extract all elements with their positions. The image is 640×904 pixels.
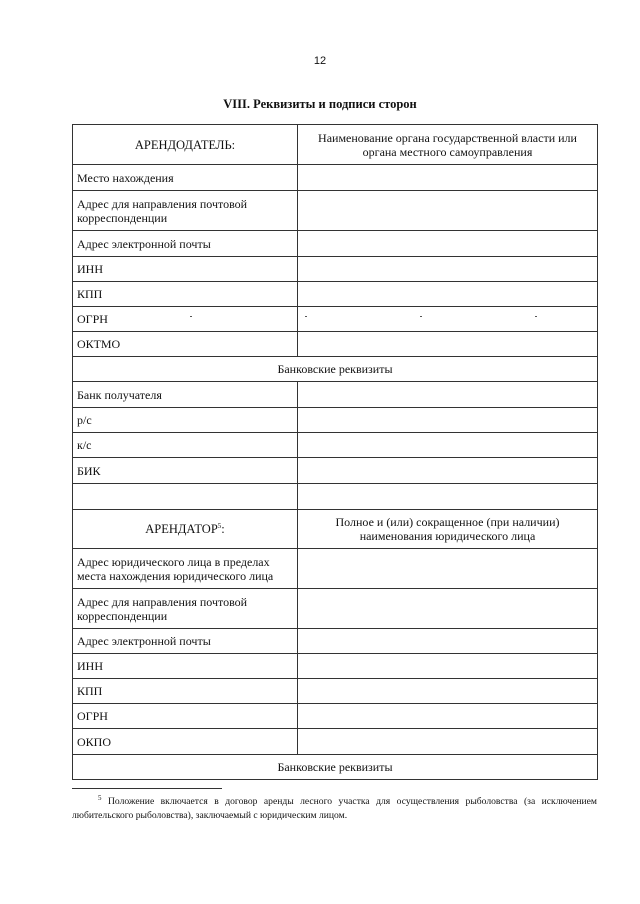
spacer-row (73, 484, 598, 510)
row-label-bank: Банк получателя (73, 382, 298, 408)
table-row (73, 382, 598, 408)
empty-cell (298, 484, 598, 510)
lessee-heading: АРЕНДАТОР$^5$: (73, 510, 298, 549)
table-row (73, 408, 598, 433)
value-cell[interactable] (298, 704, 598, 729)
table-row (73, 654, 598, 679)
table-row (73, 307, 598, 332)
row-label-email: Адрес электронной почты (73, 629, 298, 654)
row-label-kpp: КПП (73, 282, 298, 307)
table-row (73, 729, 598, 755)
table-row (73, 332, 598, 357)
table-row (73, 165, 598, 191)
row-label-ogrn: ОГРН (73, 704, 298, 729)
row-label-correspondent-account: к/с (73, 433, 298, 458)
footnote-ref[interactable]: 5 (217, 521, 222, 530)
footnote-number: 5 (98, 793, 102, 802)
value-cell[interactable] (298, 654, 598, 679)
lessor-name-heading: Наименование органа государственной власти или органа местного самоуправления (298, 125, 598, 165)
lessor-bank-header-row (73, 357, 598, 382)
footnote-divider (72, 788, 222, 789)
row-label-bik: БИК (73, 458, 298, 484)
lessor-bank-heading: Банковские реквизиты (73, 357, 598, 382)
value-cell[interactable] (298, 408, 598, 433)
value-cell[interactable] (298, 282, 598, 307)
row-label-okpo: ОКПО (73, 729, 298, 755)
value-cell[interactable] (298, 679, 598, 704)
row-label-inn: ИНН (73, 257, 298, 282)
value-cell[interactable] (298, 231, 598, 257)
requisites-table (72, 124, 598, 780)
table-row (73, 231, 598, 257)
row-label-oktmo: ОКТМО (73, 332, 298, 357)
scan-speck (305, 316, 307, 317)
value-cell[interactable] (298, 549, 598, 589)
row-label-kpp: КПП (73, 679, 298, 704)
table-row (73, 433, 598, 458)
value-cell[interactable] (298, 589, 598, 629)
empty-cell (73, 484, 298, 510)
value-cell[interactable] (298, 332, 598, 357)
lessee-bank-header-row (73, 755, 598, 780)
row-label-postal-address: Адрес для направления почтовой корреспонденции (73, 191, 298, 231)
lessee-bank-heading: Банковские реквизиты (73, 755, 598, 780)
section-title: VIII. Реквизиты и подписи сторон (223, 97, 417, 111)
table-row (73, 629, 598, 654)
table-row (73, 704, 598, 729)
value-cell[interactable] (298, 307, 598, 332)
value-cell[interactable] (298, 729, 598, 755)
row-label-ogrn: ОГРН (73, 307, 298, 332)
footnote-text: Положение включается в договор аренды лесного участка для осуществления рыболовства (за исключением любительского рыболовства), заключаемый с юридическим лицом. (72, 796, 597, 821)
table-row (73, 257, 598, 282)
table-row (73, 282, 598, 307)
lessee-name-heading: Полное и (или) сокращенное (при наличии) наименования юридического лица (298, 510, 598, 549)
value-cell[interactable] (298, 191, 598, 231)
value-cell[interactable] (298, 382, 598, 408)
lessor-header-row (73, 125, 598, 165)
row-label-legal-address: Адрес юридического лица в пределах места нахождения юридического лица (73, 549, 298, 589)
row-label-location: Место нахождения (73, 165, 298, 191)
lessor-heading: АРЕНДОДАТЕЛЬ: (73, 125, 298, 165)
value-cell[interactable] (298, 433, 598, 458)
scan-speck (535, 316, 537, 317)
value-cell[interactable] (298, 257, 598, 282)
table-row (73, 589, 598, 629)
lessee-header-row (73, 510, 598, 549)
row-label-settlement-account: р/с (73, 408, 298, 433)
table-row (73, 549, 598, 589)
row-label-email: Адрес электронной почты (73, 231, 298, 257)
table-row (73, 679, 598, 704)
value-cell[interactable] (298, 629, 598, 654)
scan-speck (190, 316, 192, 317)
table-row (73, 458, 598, 484)
footnote (72, 795, 597, 823)
row-label-inn: ИНН (73, 654, 298, 679)
scan-speck (420, 316, 422, 317)
value-cell[interactable] (298, 458, 598, 484)
row-label-postal-address: Адрес для направления почтовой корреспонденции (73, 589, 298, 629)
value-cell[interactable] (298, 165, 598, 191)
page-number: 12 (313, 55, 327, 67)
table-row (73, 191, 598, 231)
